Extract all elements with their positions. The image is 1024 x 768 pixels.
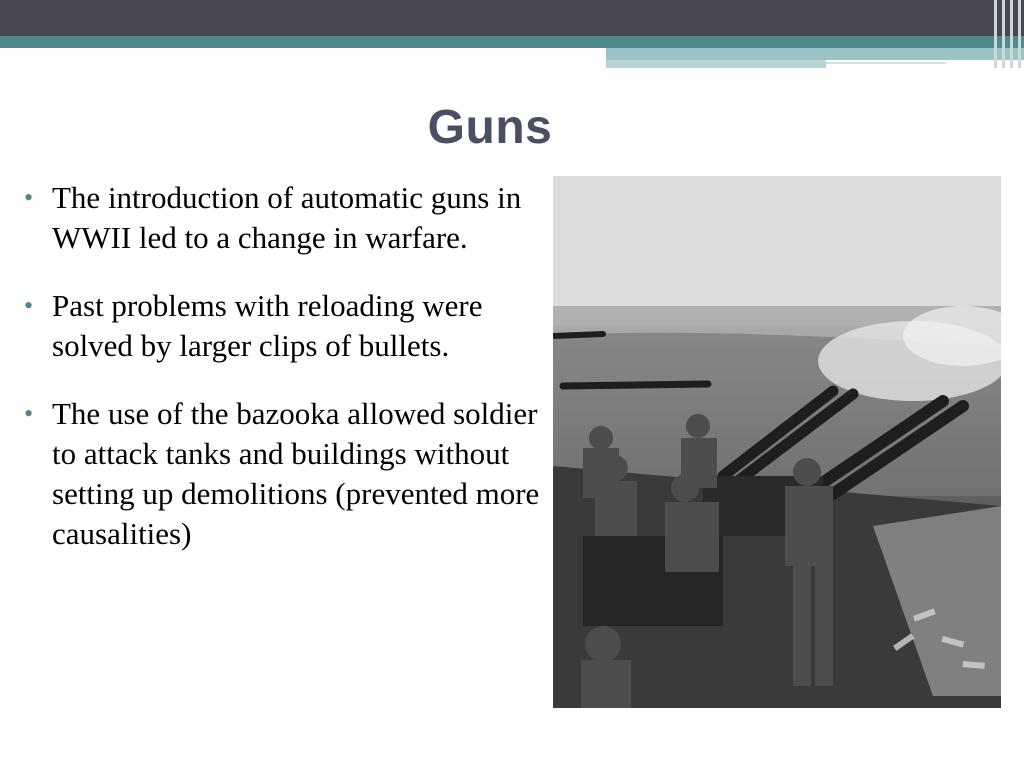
- bullet-marker-icon: •: [24, 291, 34, 320]
- anti-aircraft-gun-crew-photo: [553, 176, 1001, 708]
- bullet-text: Past problems with reloading were solved by larger clips of bullets.: [52, 288, 483, 363]
- slide-title: Guns: [427, 101, 553, 154]
- bullet-item: [20, 286, 545, 366]
- bullet-item: [20, 178, 545, 258]
- bullet-text: The use of the bazooka allowed soldier to attack tanks and buildings without setting up demolitions (prevented more causalities): [52, 396, 540, 551]
- bullet-list: [20, 178, 545, 582]
- photo-illustration: [553, 176, 1001, 708]
- header-edge-lines: [990, 0, 1024, 68]
- bullet-text: The introduction of automatic guns in WWII led to a change in warfare.: [52, 180, 522, 255]
- bullet-marker-icon: •: [24, 183, 34, 212]
- header-accent-line: [826, 62, 946, 64]
- header-accent-strip: [606, 48, 1024, 60]
- bullet-item: [20, 394, 545, 554]
- header-accent-band: [0, 36, 1024, 48]
- bullet-marker-icon: •: [24, 399, 34, 428]
- header-accent-strip-lower: [606, 60, 826, 68]
- header-bar: [0, 0, 1024, 36]
